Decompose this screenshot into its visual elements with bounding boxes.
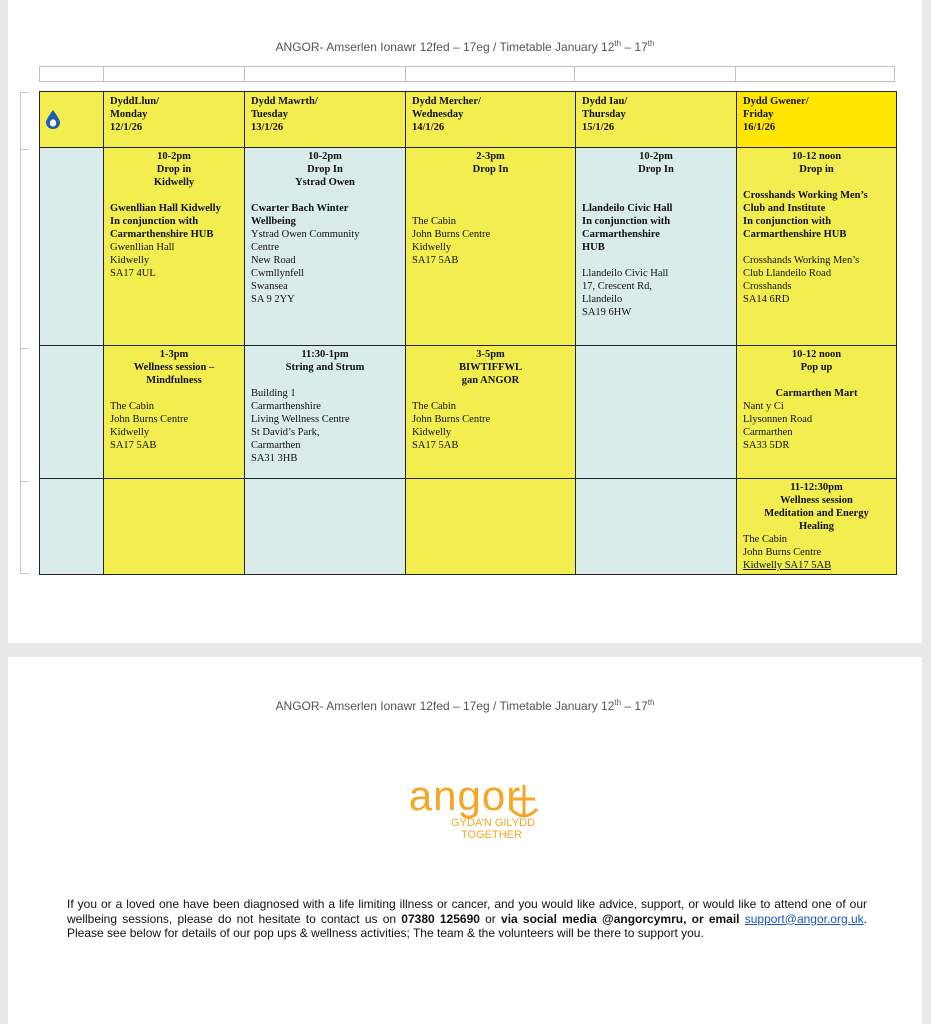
session-row-2	[40, 346, 897, 479]
session-cell-tuesday	[245, 479, 406, 575]
timetable	[39, 91, 897, 575]
day-header-tuesday: Dydd Mawrth/ Tuesday 13/1/26	[245, 92, 406, 148]
session-cell-tuesday: 11:30-1pm String and Strum Building 1 Carmarthenshire Living Wellness Centre St David’s Park, Carmarthen SA31 3HB	[245, 346, 406, 479]
social-media-text: via social media @angorcymru, or email	[501, 911, 740, 926]
row-label-cell	[40, 479, 104, 575]
page-2	[8, 657, 922, 1024]
day-header-wednesday: Dydd Mercher/ Wednesday 14/1/26	[406, 92, 576, 148]
session-cell-monday	[104, 479, 245, 575]
session-cell-wednesday	[406, 479, 576, 575]
page-1	[8, 0, 922, 643]
angor-logo: angor GYDA’N GILYDD TOGETHER	[8, 775, 922, 843]
page-header: ANGOR- Amserlen Ionawr 12fed – 17eg / Timetable January 12th – 17th	[275, 698, 655, 713]
row-label-cell	[40, 148, 104, 346]
email-link[interactable]: support@angor.org.uk	[744, 911, 864, 926]
session-cell-friday: 10-12 noon Pop up Carmarthen Mart Nant y Ci Llysonnen Road Carmarthen SA33 5DR	[737, 346, 897, 479]
row-ruler	[20, 92, 29, 574]
session-cell-wednesday: 2-3pm Drop In The Cabin John Burns Centre Kidwelly SA17 5AB	[406, 148, 576, 346]
session-row-1	[40, 148, 897, 346]
anchor-icon	[507, 781, 541, 823]
session-cell-friday: 10-12 noon Drop in Crosshands Working Men’s Club and Institute In conjunction with Carmarthenshire HUB Crosshands Working Men’s Club Llandeilo Road Crosshands SA14 6RD	[737, 148, 897, 346]
session-cell-thursday	[576, 346, 737, 479]
corner-cell	[40, 92, 104, 148]
day-header-monday: DyddLlun/ Monday 12/1/26	[104, 92, 245, 148]
day-header-friday: Dydd Gwener/ Friday 16/1/26	[737, 92, 897, 148]
session-cell-wednesday: 3-5pm BIWTIFFWL gan ANGOR The Cabin John Burns Centre Kidwelly SA17 5AB	[406, 346, 576, 479]
day-header-thursday: Dydd Iau/ Thursday 15/1/26	[576, 92, 737, 148]
page-header: ANGOR- Amserlen Ionawr 12fed – 17eg / Timetable January 12th – 17th	[275, 39, 655, 54]
empty-header-row	[39, 66, 895, 82]
session-cell-tuesday: 10-2pm Drop In Ystrad Owen Cwarter Bach Winter Wellbeing Ystrad Owen Community Centre New Road Cwmllynfell Swansea SA 9 2YY	[245, 148, 406, 346]
row-label-cell	[40, 346, 104, 479]
session-cell-monday: 1-3pm Wellness session – Mindfulness The Cabin John Burns Centre Kidwelly SA17 5AB	[104, 346, 245, 479]
session-cell-thursday: 10-2pm Drop In Llandeilo Civic Hall In conjunction with Carmarthenshire HUB Llandeilo Civic Hall 17, Crescent Rd, Llandeilo SA19 6HW	[576, 148, 737, 346]
session-row-3	[40, 479, 897, 575]
day-header-row	[40, 92, 897, 148]
water-drop-icon	[46, 110, 60, 129]
session-cell-friday: 11-12:30pm Wellness session Meditation and Energy Healing The Cabin John Burns Centre Kidwelly SA17 5AB	[737, 479, 897, 575]
phone-number: 07380 125690	[401, 911, 480, 926]
session-cell-thursday	[576, 479, 737, 575]
session-cell-monday: 10-2pm Drop in Kidwelly Gwenllian Hall Kidwelly In conjunction with Carmarthenshire HUB Gwenllian Hall Kidwelly SA17 4UL	[104, 148, 245, 346]
intro-paragraph: If you or a loved one have been diagnosed with a life limiting illness or cancer, and you would like advice, support, or would like to attend one of our wellbeing sessions, please do not hesitate to contact us on 07380 125690 or via social media @angorcymru, or email support@angor.org.uk. Please see below for details of our pop ups & wellness activities; The team & the volunteers will be there to support you.	[67, 897, 867, 940]
